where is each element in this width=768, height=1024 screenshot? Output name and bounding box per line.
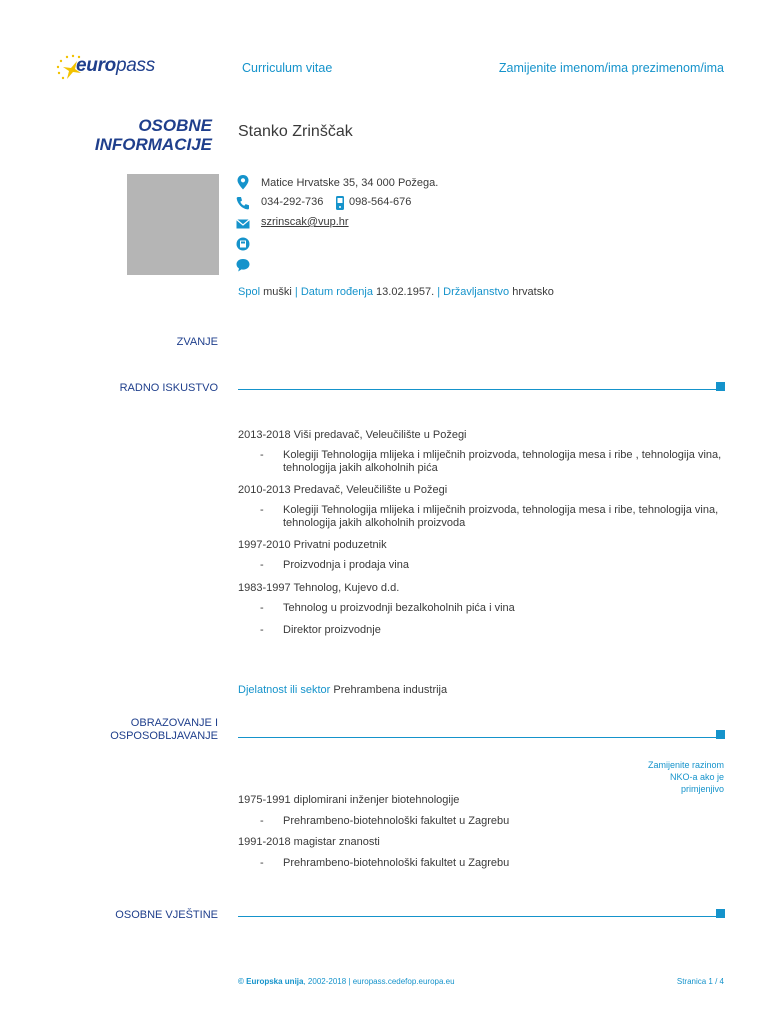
- nko-line: NKO-a ako je: [669, 772, 724, 782]
- instant-messaging-icon: [235, 257, 251, 273]
- section-divider: [238, 916, 718, 917]
- section-divider-marker: [716, 730, 725, 739]
- section-divider: [238, 389, 718, 390]
- section-title-education-line2: OSPOSOBLJAVANJE: [110, 730, 218, 742]
- email-icon: [235, 216, 251, 232]
- bullet-dash: -: [260, 602, 264, 614]
- location-pin-icon: [235, 174, 251, 190]
- sex-label: Spol: [238, 286, 261, 298]
- person-name: Stanko Zrinščak: [238, 123, 353, 140]
- website-icon: [235, 236, 251, 252]
- address: Matice Hrvatske 35, 34 000 Požega.: [261, 177, 439, 189]
- bullet-dash: -: [260, 815, 264, 827]
- job-bullet: [283, 449, 721, 475]
- footer-eu: © Europska unija: [238, 977, 304, 986]
- education-title: 1991-2018 magistar znanosti: [238, 836, 380, 848]
- job-bullet: [283, 504, 718, 530]
- job-bullet-line: tehnologija jakih alkoholnih proizvoda: [283, 517, 466, 529]
- mobile-phone-icon: [332, 195, 348, 211]
- education-institution: Prehrambeno-biotehnološki fakultet u Zagrebu: [283, 815, 510, 827]
- job-title: 2010-2013 Predavač, Veleučilište u Požegi: [238, 484, 448, 496]
- sector-line: [238, 684, 447, 696]
- logo-pass: pass: [115, 55, 155, 76]
- personal-info-heading-line1: OSOBNE: [138, 116, 212, 135]
- education-institution: Prehrambeno-biotehnološki fakultet u Zagrebu: [283, 857, 510, 869]
- page-number: Stranica 1 / 4: [676, 977, 724, 986]
- photo-placeholder: [127, 174, 219, 275]
- dob-value: 13.02.1957.: [376, 286, 435, 298]
- job-title: 1983-1997 Tehnolog, Kujevo d.d.: [238, 582, 400, 594]
- logo-euro: euro: [76, 55, 116, 76]
- phone-number: 034-292-736: [261, 196, 324, 208]
- section-divider-marker: [716, 382, 725, 391]
- personal-details-line: [238, 286, 554, 298]
- separator: |: [437, 286, 441, 298]
- email-link[interactable]: szrinscak@vup.hr: [261, 216, 349, 228]
- section-title-personal-skills: OSOBNE VJEŠTINE: [115, 909, 218, 921]
- nko-level-placeholder: [604, 759, 724, 795]
- section-title-work-experience: RADNO ISKUSTVO: [119, 382, 218, 394]
- job-title: 2013-2018 Viši predavač, Veleučilište u Požegi: [238, 429, 467, 441]
- job-title: 1997-2010 Privatni poduzetnik: [238, 539, 387, 551]
- bullet-dash: -: [260, 449, 264, 461]
- section-title-education: [110, 717, 218, 743]
- education-title: 1975-1991 diplomirani inženjer biotehnologije: [238, 794, 460, 806]
- job-bullet-line: Kolegiji Tehnologija mlijeka i mliječnih proizvoda, tehnologija mesa i ribe , tehnologija vina,: [283, 449, 722, 461]
- job-bullet: Direktor proizvodnje: [283, 624, 381, 636]
- job-bullet-line: tehnologija jakih alkoholnih pića: [283, 462, 438, 474]
- europass-logo: [76, 55, 155, 77]
- bullet-dash: -: [260, 857, 264, 869]
- sex-value: muški: [263, 286, 292, 298]
- job-bullet: Proizvodnja i prodaja vina: [283, 559, 409, 571]
- bullet-dash: -: [260, 504, 264, 516]
- sector-value: Prehrambena industrija: [333, 684, 448, 696]
- nationality-value: hrvatsko: [512, 286, 554, 298]
- mobile-number: 098-564-676: [349, 196, 412, 208]
- document-title: Curriculum vitae: [242, 61, 333, 75]
- bullet-dash: -: [260, 624, 264, 636]
- nko-line: primjenjivo: [680, 784, 724, 794]
- sector-label: Djelatnost ili sektor: [238, 684, 331, 696]
- section-divider-marker: [716, 909, 725, 918]
- personal-info-heading: [95, 116, 212, 154]
- job-bullet: Tehnolog u proizvodnji bezalkoholnih pića i vina: [283, 602, 515, 614]
- nationality-label: Državljanstvo: [443, 286, 510, 298]
- name-placeholder: Zamijenite imenom/ima prezimenom/ima: [498, 61, 724, 75]
- section-title-education-line1: OBRAZOVANJE I: [130, 717, 218, 729]
- phone-icon: [235, 195, 251, 211]
- bullet-dash: -: [260, 559, 264, 571]
- section-title-zvanje: ZVANJE: [176, 336, 218, 348]
- dob-label: Datum rođenja: [300, 286, 373, 298]
- footer-years-url: , 2002-2018 | europass.cedefop.europa.eu: [303, 977, 455, 986]
- personal-info-heading-line2: INFORMACIJE: [94, 135, 212, 154]
- nko-line: Zamijenite razinom: [647, 760, 724, 770]
- footer-copyright: [238, 977, 455, 986]
- separator: |: [294, 286, 298, 298]
- section-divider: [238, 737, 718, 738]
- job-bullet-line: Kolegiji Tehnologija mlijeka i mliječnih proizvoda, tehnologija mesa i ribe, tehnologija vina,: [283, 504, 719, 516]
